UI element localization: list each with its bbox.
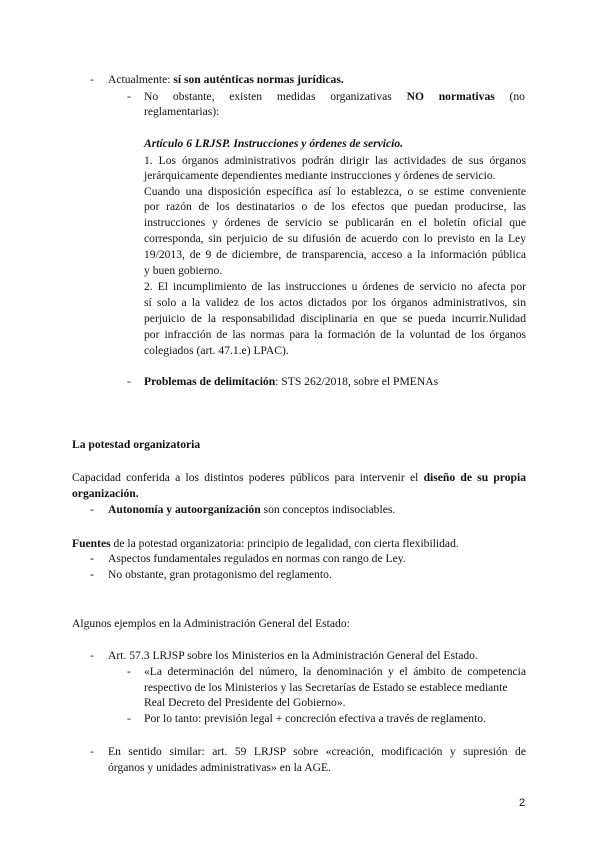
bullet-dash: - [90,503,94,516]
list-item [108,72,344,87]
bullet-dash: - [127,90,131,103]
bullet-dash: - [90,73,94,86]
page-number: 2 [519,797,526,809]
bullet-dash: - [90,745,94,758]
list-item: Aspectos fundamentales regulados en normas con rango de Ley. [108,552,406,565]
item-bold: sí son auténticas normas jurídicas. [173,73,344,86]
bullet-dash: - [127,665,131,678]
article-line: perjuicio de la responsabilidad disciplinaria en que se pueda incurrir.Nulidad [144,312,526,325]
paragraph: Fuentes de la potestad organizatoria: principio de legalidad, con cierta flexibilidad. [72,537,459,550]
list-item: Art. 57.3 LRJSP sobre los Ministerios en la Administración General del Estado. [108,649,478,662]
article-line: por razón de los destinatarios o de los efectos que puedan producirse, las [144,200,526,213]
quote-line: respectivo de los Ministerios y las Secretarías de Estado se establece mediante [144,681,508,694]
article-line: por infracción de las normas para la formación de la voluntad de los órganos [144,328,526,341]
article-line: 2. El incumplimiento de las instrucciones u órdenes de servicio no afecta por [144,280,526,293]
article-line: y buen gobierno. [144,264,223,277]
quote-line: Real Decreto del Presidente del Gobierno». [144,696,346,709]
list-item: No obstante, gran protagonismo del reglamento. [108,568,332,581]
bullet-dash: - [127,375,131,388]
sub-list-item: Problemas de delimitación: STS 262/2018, sobre el PMENAs [144,375,439,388]
bullet-dash: - [90,568,94,581]
list-item: Autonomía y autoorganización son conceptos indisociables. [108,503,396,516]
article-line: corresponda, sin perjuicio de su difusión de acuerdo con lo previsto en la Ley [144,232,526,245]
article-line: sí solo a la validez de los actos dictados por los órganos administrativos, sin [144,296,526,309]
list-item-cont: órganos y unidades administrativas» en la AGE. [108,761,331,774]
sub-list-item-cont: reglamentarias): [144,105,220,118]
sub-list-item: No obstante, existen medidas organizativas NO normativas (no [144,90,525,103]
article-title: Artículo 6 LRJSP. Instrucciones y órdenes de servicio. [144,137,404,150]
paragraph-cont: organización. [72,487,139,500]
bullet-dash: - [90,552,94,565]
bullet-dash: - [127,712,131,725]
item-prefix: Actualmente: [108,73,174,86]
paragraph: Capacidad conferida a los distintos poderes públicos para intervenir el diseño de su propia [72,471,527,484]
quote-line: «La determinación del número, la denominación y el ámbito de competencia [144,665,526,678]
article-line: jerárquicamente dependientes mediante instrucciones y órdenes de servicio. [144,169,496,182]
list-item: En sentido similar: art. 59 LRJSP sobre «creación, modificación y supresión de [108,745,526,758]
article-line: 19/2013, de 9 de diciembre, de transparencia, acceso a la información pública [144,248,526,261]
bullet-dash: - [90,649,94,662]
paragraph: Algunos ejemplos en la Administración General del Estado: [72,617,350,630]
article-line: colegiados (art. 47.1.e) LPAC). [144,344,289,357]
article-line: Cuando una disposición específica así lo establezca, o se estime conveniente [144,185,526,198]
section-heading: La potestad organizatoria [72,438,201,451]
sub-list-item: Por lo tanto: previsión legal + concreción efectiva a través de reglamento. [144,712,486,725]
article-line: instrucciones y órdenes de servicio se publicarán en el boletín oficial que [144,216,526,229]
article-line: 1. Los órganos administrativos podrán dirigir las actividades de sus órganos [144,154,526,167]
